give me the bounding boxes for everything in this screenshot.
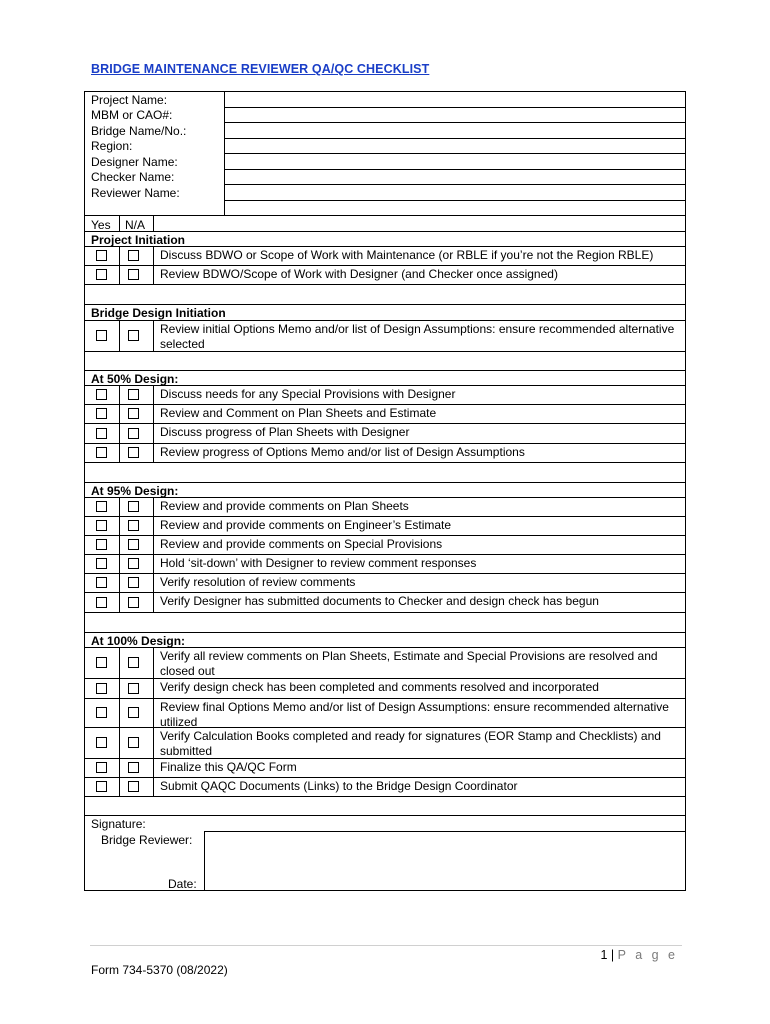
yes-checkbox[interactable]: [96, 539, 107, 550]
na-checkbox[interactable]: [128, 447, 139, 458]
checklist-item-text: Verify design check has been completed and comments resolved and incorporated: [160, 680, 599, 694]
signature-top: [84, 815, 686, 816]
yes-checkbox[interactable]: [96, 501, 107, 512]
na-col-divider: [153, 758, 154, 777]
bridge-reviewer-label: Bridge Reviewer:: [101, 833, 193, 847]
yes-col-divider: [119, 678, 120, 698]
yes-checkbox[interactable]: [96, 428, 107, 439]
checklist-item-text: Verify Calculation Books completed and ready for signatures (EOR Stamp and Checklists) and submitted: [160, 729, 661, 758]
project-field-input[interactable]: [225, 92, 685, 107]
checklist-item-text: Discuss BDWO or Scope of Work with Maintenance (or RBLE if you’re not the Region RBLE): [160, 248, 654, 262]
page-word: P a g e: [617, 948, 678, 962]
checklist-item-text: Review progress of Options Memo and/or list of Design Assumptions: [160, 445, 525, 459]
yes-col-divider: [119, 215, 120, 231]
project-field-input[interactable]: [225, 154, 685, 169]
form-number: Form 734-5370 (08/2022): [91, 963, 228, 977]
section-spacer-line: [84, 482, 686, 483]
na-col-divider: [153, 647, 154, 678]
na-col-divider: [153, 592, 154, 612]
item-row-line: [84, 573, 686, 574]
item-row-line: [84, 796, 686, 797]
na-col-divider: [153, 678, 154, 698]
checklist-item-text: Review and Comment on Plan Sheets and Estimate: [160, 406, 437, 420]
checklist-item-text: Verify Designer has submitted documents to Checker and design check has begun: [160, 594, 599, 608]
yes-column-header: Yes: [91, 218, 111, 232]
project-field-input[interactable]: [225, 108, 685, 123]
item-row-line: [84, 612, 686, 613]
yes-checkbox[interactable]: [96, 408, 107, 419]
yes-checkbox[interactable]: [96, 577, 107, 588]
item-row-line: [84, 265, 686, 266]
yes-checkbox[interactable]: [96, 707, 107, 718]
section-spacer-line: [84, 304, 686, 305]
item-row-line: [84, 758, 686, 759]
yes-checkbox[interactable]: [96, 781, 107, 792]
project-field-label: Reviewer Name:: [91, 185, 180, 200]
yes-col-divider: [119, 443, 120, 462]
project-field-label: Designer Name:: [91, 154, 178, 169]
item-row-line: [84, 647, 686, 648]
yes-col-divider: [119, 265, 120, 284]
yes-checkbox[interactable]: [96, 269, 107, 280]
na-col-divider: [153, 727, 154, 758]
yes-col-divider: [119, 404, 120, 423]
item-row-line: [84, 698, 686, 699]
yes-checkbox[interactable]: [96, 657, 107, 668]
project-field-input[interactable]: [225, 185, 685, 200]
na-checkbox[interactable]: [128, 520, 139, 531]
header-divider: [84, 215, 686, 216]
item-row-line: [84, 535, 686, 536]
page-separator: |: [610, 948, 615, 962]
header-bottom: [84, 231, 686, 232]
field-row-line: [224, 200, 686, 201]
na-checkbox[interactable]: [128, 781, 139, 792]
checklist-item-text: Hold ‘sit-down’ with Designer to review comment responses: [160, 556, 477, 570]
item-row-line: [84, 443, 686, 444]
na-col-divider: [153, 246, 154, 265]
section-heading: At 100% Design:: [91, 634, 186, 648]
checklist-item-text: Review initial Options Memo and/or list of Design Assumptions: ensure recommended alternative selected: [160, 322, 675, 351]
section-spacer-line: [84, 370, 686, 371]
item-row-line: [84, 516, 686, 517]
na-checkbox[interactable]: [128, 539, 139, 550]
yes-checkbox[interactable]: [96, 330, 107, 341]
yes-col-divider: [119, 385, 120, 404]
checklist-item-text: Discuss needs for any Special Provisions with Designer: [160, 387, 456, 401]
na-col-divider: [153, 535, 154, 554]
yes-col-divider: [119, 246, 120, 265]
section-heading: Bridge Design Initiation: [91, 306, 226, 320]
na-col-divider: [153, 443, 154, 462]
yes-col-divider: [119, 573, 120, 592]
na-checkbox[interactable]: [128, 250, 139, 261]
item-row-line: [84, 284, 686, 285]
page-title: BRIDGE MAINTENANCE REVIEWER QA/QC CHECKLIST: [91, 62, 430, 76]
item-row-line: [84, 385, 686, 386]
checklist-item-text: Review and provide comments on Engineer’s Estimate: [160, 518, 452, 532]
field-row-line: [224, 169, 686, 170]
section-heading: At 95% Design:: [91, 484, 179, 498]
item-row-line: [84, 592, 686, 593]
field-row-line: [224, 153, 686, 154]
na-checkbox[interactable]: [128, 330, 139, 341]
na-checkbox[interactable]: [128, 269, 139, 280]
date-field[interactable]: [205, 872, 685, 890]
page-number: [600, 948, 678, 962]
yes-checkbox[interactable]: [96, 558, 107, 569]
item-row-line: [84, 351, 686, 352]
yes-col-divider: [119, 554, 120, 573]
field-row-line: [224, 138, 686, 139]
section-heading: Project Initiation: [91, 233, 186, 247]
yes-checkbox[interactable]: [96, 250, 107, 261]
yes-checkbox[interactable]: [96, 737, 107, 748]
yes-col-divider: [119, 516, 120, 535]
na-col-divider: [153, 215, 154, 231]
item-row-line: [84, 678, 686, 679]
na-checkbox[interactable]: [128, 737, 139, 748]
yes-col-divider: [119, 647, 120, 678]
item-row-line: [84, 246, 686, 247]
na-col-divider: [153, 698, 154, 727]
yes-checkbox[interactable]: [96, 447, 107, 458]
na-col-divider: [153, 516, 154, 535]
yes-checkbox[interactable]: [96, 683, 107, 694]
na-checkbox[interactable]: [128, 501, 139, 512]
na-col-divider: [153, 320, 154, 351]
project-field-label: Region:: [91, 139, 133, 153]
na-col-divider: [153, 573, 154, 592]
project-field-input[interactable]: [225, 139, 685, 154]
field-row-line: [224, 184, 686, 185]
yes-col-divider: [119, 727, 120, 758]
project-field-label: MBM or CAO#:: [91, 108, 173, 122]
item-row-line: [84, 554, 686, 555]
yes-checkbox[interactable]: [96, 762, 107, 773]
na-checkbox[interactable]: [128, 597, 139, 608]
item-row-line: [84, 320, 686, 321]
yes-col-divider: [119, 592, 120, 612]
section-spacer-line: [84, 632, 686, 633]
checklist-item-text: Review BDWO/Scope of Work with Designer (and Checker once assigned): [160, 267, 558, 281]
item-row-line: [84, 727, 686, 728]
na-col-divider: [153, 554, 154, 573]
checklist-item-text: Review and provide comments on Plan Sheets: [160, 499, 409, 513]
yes-checkbox[interactable]: [96, 389, 107, 400]
na-checkbox[interactable]: [128, 762, 139, 773]
yes-col-divider: [119, 497, 120, 516]
checklist-item-text: Submit QAQC Documents (Links) to the Bridge Design Coordinator: [160, 779, 518, 793]
date-label: Date:: [168, 877, 197, 891]
field-row-line: [224, 107, 686, 108]
yes-col-divider: [119, 423, 120, 443]
project-field-input[interactable]: [225, 170, 685, 185]
na-col-divider: [153, 404, 154, 423]
checklist-item-text: Verify all review comments on Plan Sheets, Estimate and Special Provisions are resolved and closed out: [160, 649, 658, 678]
na-checkbox[interactable]: [128, 428, 139, 439]
item-row-line: [84, 404, 686, 405]
section-heading: At 50% Design:: [91, 372, 179, 386]
checklist-item-text: Review final Options Memo and/or list of Design Assumptions: ensure recommended alternative utilized: [160, 700, 669, 729]
checklist-item-text: Review and provide comments on Special Provisions: [160, 537, 443, 551]
project-field-input[interactable]: [225, 123, 685, 138]
page-number-value: 1: [600, 948, 608, 962]
yes-col-divider: [119, 535, 120, 554]
yes-col-divider: [119, 698, 120, 727]
checklist-item-text: Discuss progress of Plan Sheets with Designer: [160, 425, 410, 439]
yes-checkbox[interactable]: [96, 520, 107, 531]
na-checkbox[interactable]: [128, 577, 139, 588]
na-checkbox[interactable]: [128, 657, 139, 668]
bridge-reviewer-signature-field[interactable]: [205, 832, 685, 872]
na-col-divider: [153, 265, 154, 284]
item-row-line: [84, 423, 686, 424]
item-row-line: [84, 777, 686, 778]
na-checkbox[interactable]: [128, 683, 139, 694]
field-row-line: [224, 122, 686, 123]
na-checkbox[interactable]: [128, 558, 139, 569]
na-checkbox[interactable]: [128, 707, 139, 718]
na-col-divider: [153, 497, 154, 516]
na-col-divider: [153, 777, 154, 796]
item-row-line: [84, 462, 686, 463]
na-checkbox[interactable]: [128, 408, 139, 419]
project-field-label: Checker Name:: [91, 170, 175, 184]
yes-checkbox[interactable]: [96, 597, 107, 608]
yes-col-divider: [119, 320, 120, 351]
checklist-item-text: Verify resolution of review comments: [160, 575, 356, 589]
na-col-divider: [153, 423, 154, 443]
signature-heading: Signature:: [91, 817, 146, 831]
project-field-label: Project Name:: [91, 92, 168, 107]
footer-divider: [90, 945, 682, 946]
yes-col-divider: [119, 758, 120, 777]
project-field-label: Bridge Name/No.:: [91, 123, 187, 138]
na-col-divider: [153, 385, 154, 404]
item-row-line: [84, 497, 686, 498]
yes-col-divider: [119, 777, 120, 796]
na-checkbox[interactable]: [128, 389, 139, 400]
na-column-header: N/A: [125, 218, 146, 232]
checklist-item-text: Finalize this QA/QC Form: [160, 760, 297, 774]
